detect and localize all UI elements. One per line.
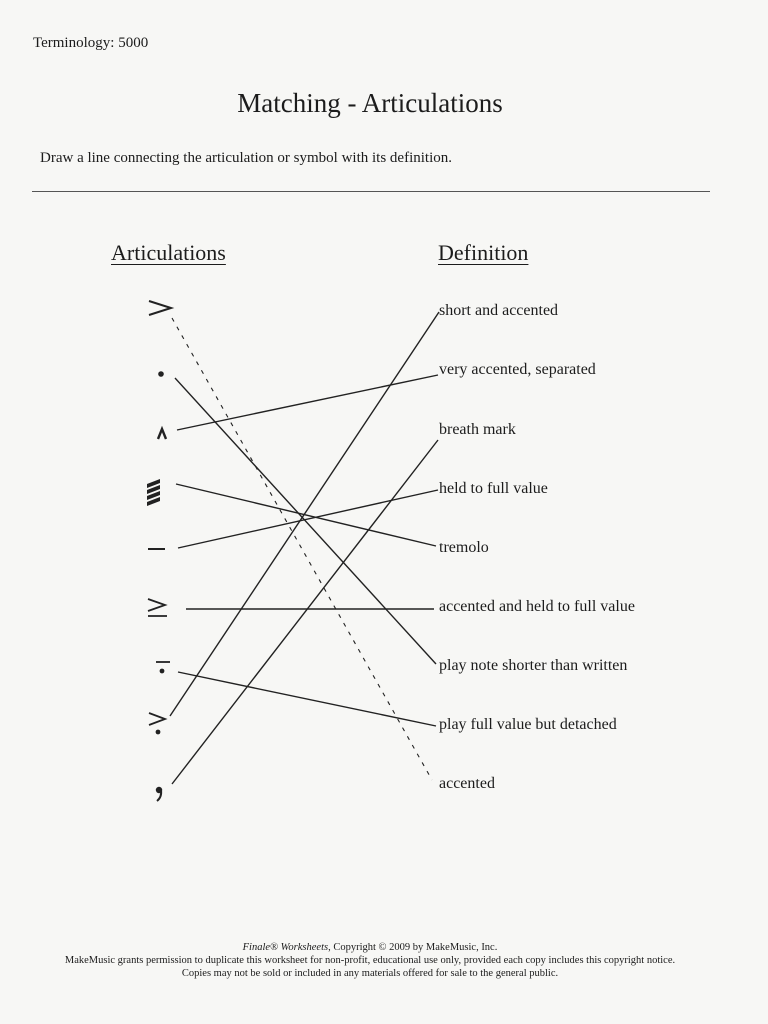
footer-line-3: Copies may not be sold or included in any materials offered for sale to the general public. xyxy=(181,968,559,979)
accent-icon xyxy=(145,293,181,323)
footer-copyright: , Copyright © 2009 by MakeMusic, Inc. xyxy=(328,942,498,953)
footer-product-name: Finale® Worksheets xyxy=(242,942,329,953)
marcato-icon xyxy=(145,418,181,448)
staccato-dot-icon xyxy=(145,360,181,390)
definition-breath-mark: breath mark xyxy=(439,421,516,438)
page-title: Matching - Articulations xyxy=(237,88,503,118)
tremolo-slashes-icon xyxy=(145,477,181,507)
tenuto-icon xyxy=(145,534,181,564)
tenuto-staccato-icon xyxy=(145,652,181,682)
articulations-heading: Articulations xyxy=(111,240,226,265)
connection-line xyxy=(178,490,438,548)
definition-accented-and-held: accented and held to full value xyxy=(439,598,635,615)
breath-mark-icon xyxy=(145,778,181,808)
definition-very-accented-separated: very accented, separated xyxy=(439,361,596,378)
definition-short-and-accented: short and accented xyxy=(439,302,559,319)
footer-line-1 xyxy=(0,941,740,954)
connection-line xyxy=(178,672,436,726)
footer-line-2: MakeMusic grants permission to duplicate this worksheet for non-profit, educational use only, provided each copy includes this copyright notice. xyxy=(64,955,676,966)
definition-tremolo: tremolo xyxy=(439,539,489,556)
copyright-footer xyxy=(0,941,740,980)
connection-line xyxy=(175,378,436,664)
instructions: Draw a line connecting the articulation or symbol with its definition. xyxy=(40,150,452,166)
connection-line xyxy=(176,484,436,546)
connection-line xyxy=(170,312,439,716)
definition-play-full-value-detached: play full value but detached xyxy=(439,716,617,733)
accent-staccato-icon xyxy=(145,707,181,737)
divider xyxy=(32,191,710,192)
definition-play-note-shorter: play note shorter than written xyxy=(439,657,628,674)
connection-line xyxy=(172,318,432,780)
page-label: Terminology: 5000 xyxy=(33,35,149,51)
connection-line xyxy=(177,375,438,430)
definition-accented: accented xyxy=(439,775,495,792)
definition-heading: Definition xyxy=(438,240,529,265)
definition-held-to-full-value: held to full value xyxy=(439,480,548,497)
connection-line xyxy=(172,440,438,784)
accent-tenuto-icon xyxy=(145,593,181,623)
